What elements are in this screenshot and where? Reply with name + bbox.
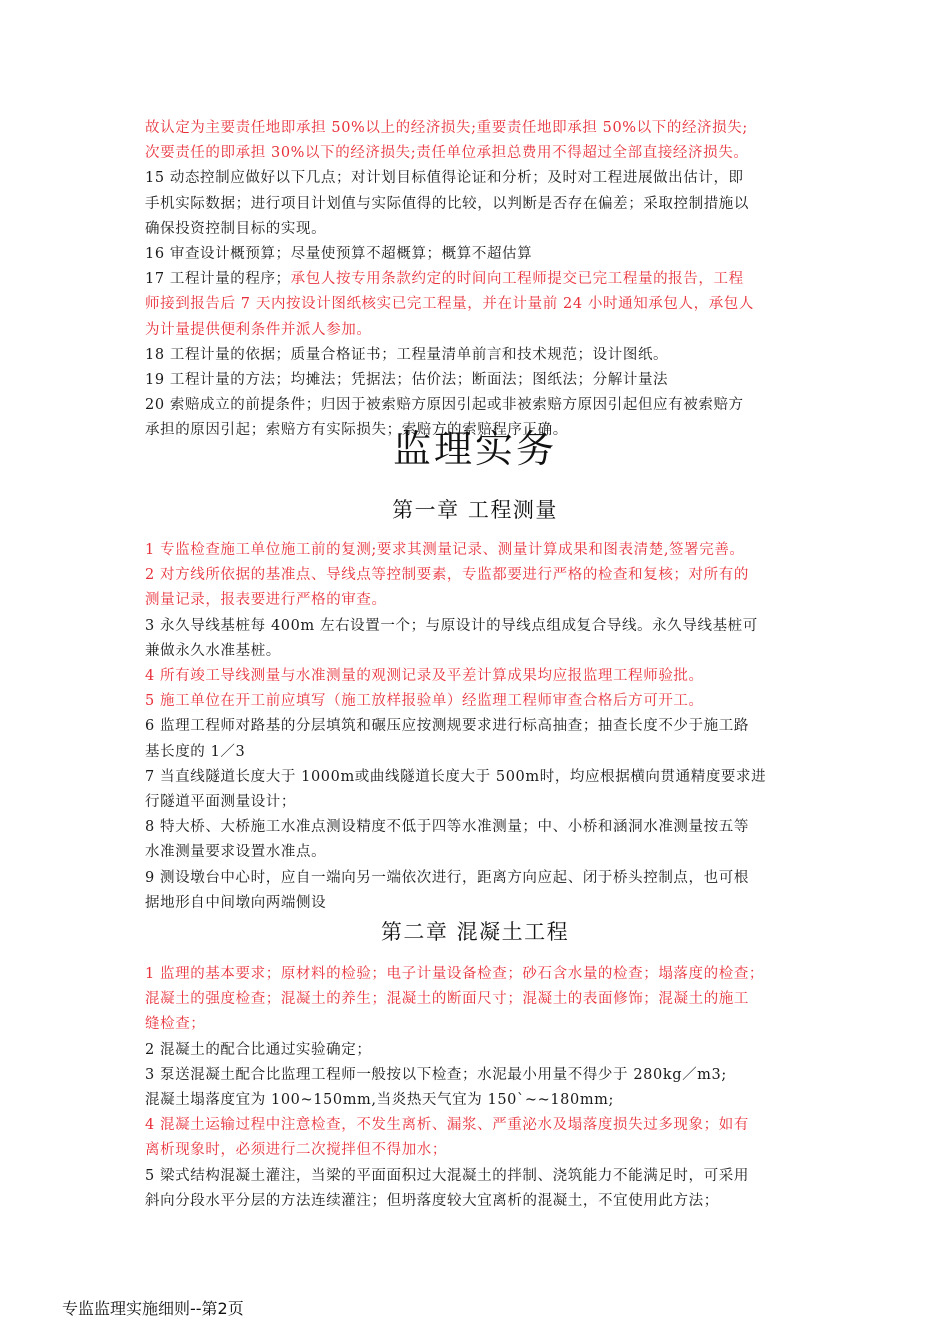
chapter-2-title: 第二章 混凝土工程: [380, 920, 570, 944]
paragraph-line: 斜向分段水平分层的方法连续灌注；但坍落度较大宜离析的混凝土，不宜使用此方法；: [145, 1192, 719, 1209]
paragraph-line: 16 审查设计概预算；尽量使预算不超概算；概算不超估算: [145, 246, 533, 263]
top-section: [145, 116, 810, 444]
paragraph-line: 承担的原因引起；索赔方有实际损失；索赔方的索赔程序正确。: [145, 422, 568, 439]
paragraph-line: 18 工程计量的依据；质量合格证书；工程量清单前言和技术规范；设计图纸。: [145, 346, 669, 363]
paragraph-line: 师接到报告后 7 天内按设计图纸核实已完工程量，并在计量前 24 小时通知承包人，承包人: [145, 296, 755, 313]
paragraph-line: 据地形自中间墩向两端侧设: [145, 894, 327, 911]
main-title: 监理实务: [392, 427, 557, 471]
paragraph-line: 8 特大桥、大桥施工水准点测设精度不低于四等水准测量；中、小桥和涵洞水准测量按五等: [145, 819, 749, 836]
paragraph-line: [145, 267, 810, 292]
paragraph-line: 6 监理工程师对路基的分层填筑和碾压应按测规要求进行标高抽查；抽查长度不少于施工路: [145, 718, 749, 735]
paragraph-line: 1 监理的基本要求；原材料的检验；电子计量设备检查；砂石含水量的检查；塌落度的检查；: [145, 966, 765, 982]
paragraph-line: 3 永久导线基桩每 400m 左右设置一个；与原设计的导线点组成复合导线。永久导线基桩可: [145, 617, 758, 634]
paragraph-line: 基长度的 1／3: [145, 743, 246, 760]
paragraph-line: 兼做永久水准基桩。: [145, 642, 281, 659]
paragraph-line: 混凝土塌落度宜为 100~150mm,当炎热天气宜为 150`~~180mm;: [145, 1092, 615, 1109]
paragraph-line: 水准测量要求设置水准点。: [145, 844, 327, 861]
paragraph-line: 离析现象时，必须进行二次搅拌但不得加水；: [145, 1142, 447, 1159]
paragraph-line: 混凝土的强度检查；混凝土的养生；混凝土的断面尺寸；混凝土的表面修饰；混凝土的施工: [145, 991, 749, 1008]
paragraph-line: 15 动态控制应做好以下几点；对计划目标值得论证和分析；及时对工程进展做出估计，即: [145, 170, 744, 187]
chapter-2-body: [145, 962, 810, 1214]
paragraph-line: 3 泵送混凝土配合比监理工程师一般按以下检查；水泥最小用量不得少于 280kg／m3;: [145, 1066, 727, 1083]
paragraph-line: 次要责任的即承担 30%以下的经济损失;责任单位承担总费用不得超过全部直接经济损失。: [145, 145, 749, 162]
paragraph-line: 为计量提供便利条件并派人参加。: [145, 321, 372, 338]
highlighted-text: 承包人按专用条款约定的时间向工程师提交已完工程量的报告，工程: [290, 271, 744, 288]
paragraph-line: 5 施工单位在开工前应填写（施工放样报验单）经监理工程师审查合格后方可开工。: [145, 693, 704, 710]
paragraph-line: 测量记录，报表要进行严格的审查。: [145, 592, 387, 609]
paragraph-line: 7 当直线隧道长度大于 1000m或曲线隧道长度大于 500m时，均应根据横向贯通精度要求进: [145, 768, 767, 785]
paragraph-line: 确保投资控制目标的实现。: [145, 220, 327, 237]
paragraph-line: 2 对方线所依据的基准点、导线点等控制要素，专监都要进行严格的检查和复核；对所有的: [145, 567, 749, 584]
paragraph-line: 9 测设墩台中心时，应自一端向另一端依次进行，距离方向应起、闭于桥头控制点，也可根: [145, 869, 749, 886]
paragraph-line: 1 专监检查施工单位施工前的复测;要求其测量记录、测量计算成果和图表清楚,签署完善。: [145, 542, 745, 558]
paragraph-line: 手机实际数据；进行项目计划值与实际值得的比较，以判断是否存在偏差；采取控制措施以: [145, 195, 749, 212]
paragraph-line: 19 工程计量的方法；均摊法；凭据法；估价法；断面法；图纸法；分解计量法: [145, 372, 669, 389]
paragraph-line: 5 梁式结构混凝土灌注，当梁的平面面积过大混凝土的拌制、浇筑能力不能满足时，可采用: [145, 1167, 749, 1184]
chapter-1-title: 第一章 工程测量: [392, 498, 558, 522]
page-footer: 专监监理实施细则--第2页: [62, 1299, 244, 1318]
item-lead: 17 工程计量的程序；: [145, 271, 291, 288]
paragraph-line: 4 所有竣工导线测量与水准测量的观测记录及平差计算成果均应报监理工程师验批。: [145, 668, 704, 685]
chapter-1-body: [145, 538, 810, 916]
paragraph-line: 20 索赔成立的前提条件；归因于被索赔方原因引起或非被索赔方原因引起但应有被索赔方: [145, 397, 744, 414]
paragraph-line: 缝检查；: [145, 1016, 206, 1033]
paragraph-line: 4 混凝土运输过程中注意检查，不发生离析、漏浆、严重泌水及塌落度损失过多现象；如有: [145, 1117, 749, 1134]
paragraph-line: 行隧道平面测量设计；: [145, 794, 296, 811]
paragraph-line: 故认定为主要责任地即承担 50%以上的经济损失;重要责任地即承担 50%以下的经济损失;: [145, 120, 748, 136]
paragraph-line: 2 混凝土的配合比通过实验确定；: [145, 1041, 372, 1058]
